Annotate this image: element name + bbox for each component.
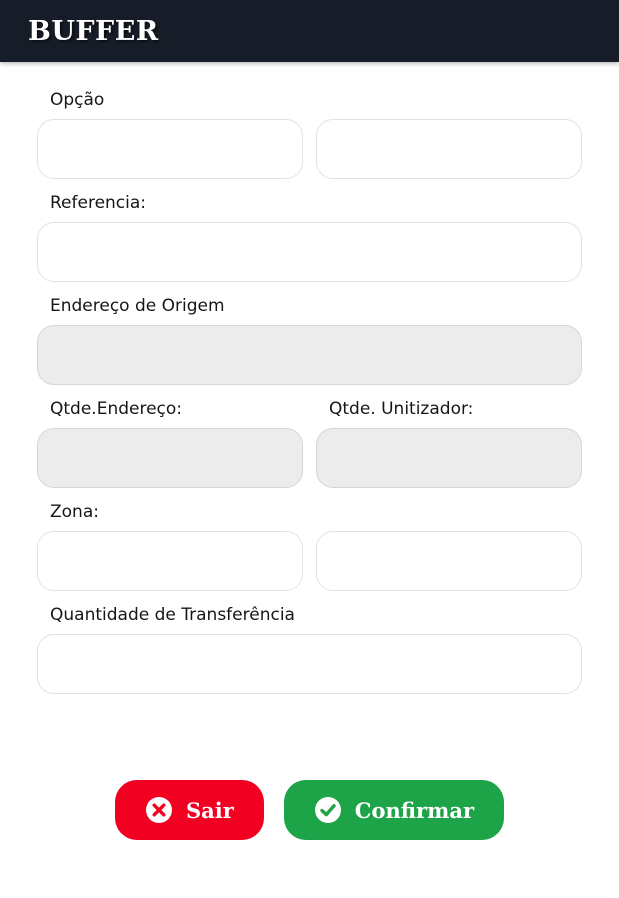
endereco-origem-label: Endereço de Origem [50,296,225,316]
quantidade-transferencia-group [37,605,582,694]
zona-input-2[interactable] [316,531,582,591]
opcao-group [37,90,582,179]
qtde-endereco-label: Qtde.Endereço: [50,399,183,419]
page-title: BUFFER [28,15,159,47]
sair-button[interactable] [115,780,264,840]
zona-label: Zona: [50,502,99,522]
check-circle-icon [314,796,342,824]
qtde-unitizador-input [316,428,582,488]
app-header [0,0,619,62]
zona-group [37,502,582,591]
confirmar-button[interactable] [284,780,504,840]
zona-input-1[interactable] [37,531,303,591]
qtde-endereco-group [37,399,303,488]
x-circle-icon [145,796,173,824]
opcao-label: Opção [50,90,105,110]
qtde-endereco-input [37,428,303,488]
quantidade-transferencia-input[interactable] [37,634,582,694]
referencia-group [37,193,582,282]
qtde-row-group [37,399,582,488]
quantidade-transferencia-label: Quantidade de Transferência [50,605,295,625]
endereco-origem-input [37,325,582,385]
sair-button-label: Sair [185,797,234,823]
action-buttons [37,780,582,840]
confirmar-button-label: Confirmar [354,797,475,823]
opcao-input-1[interactable] [37,119,303,179]
endereco-origem-group [37,296,582,385]
opcao-input-2[interactable] [316,119,582,179]
referencia-label: Referencia: [50,193,147,213]
transfer-form [0,62,619,840]
qtde-unitizador-group [316,399,582,488]
referencia-input[interactable] [37,222,582,282]
qtde-unitizador-label: Qtde. Unitizador: [329,399,474,419]
